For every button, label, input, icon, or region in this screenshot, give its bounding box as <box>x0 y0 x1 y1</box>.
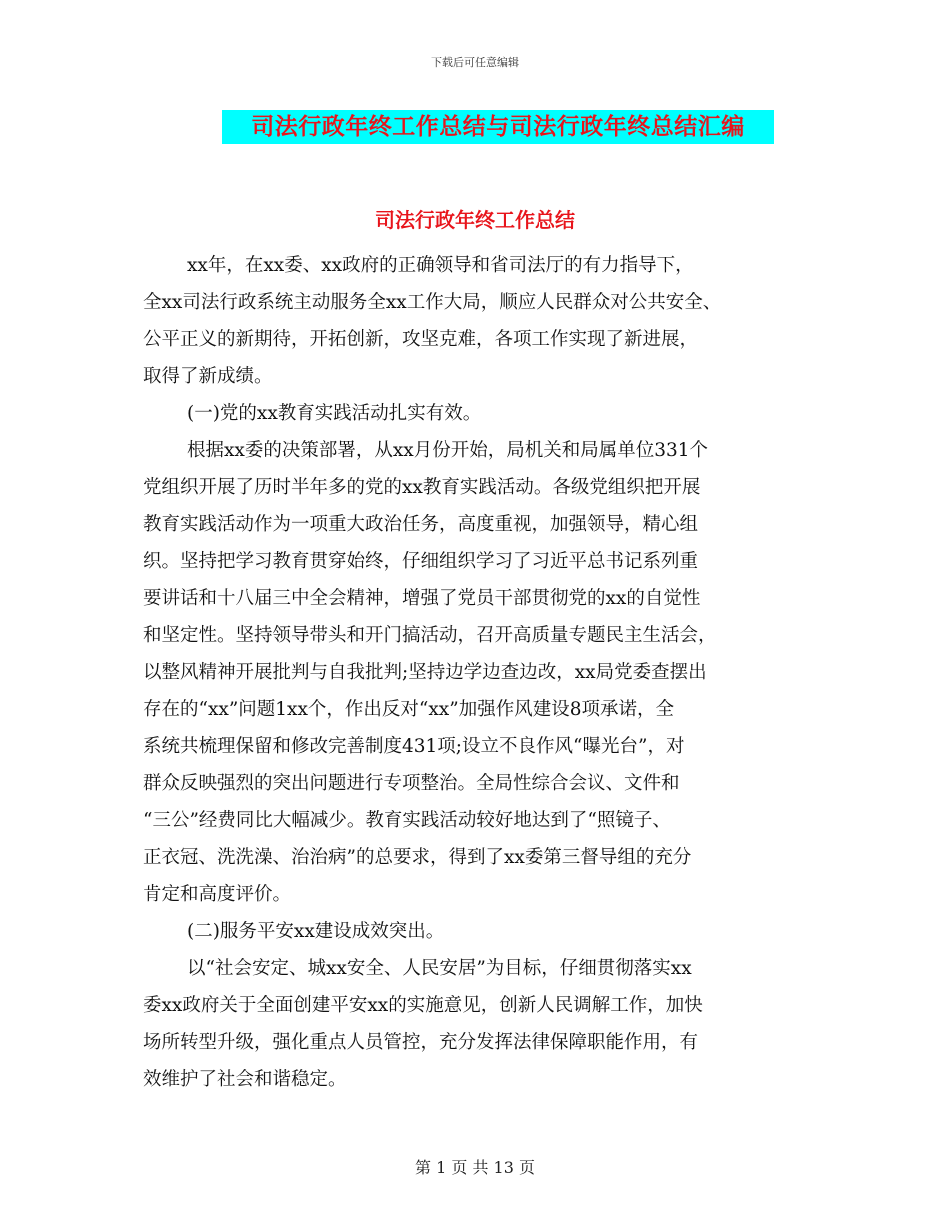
paragraph-line: 要讲话和十八届三中全会精神，增强了党员干部贯彻党的xx的自觉性 <box>143 588 701 609</box>
body-text <box>143 247 813 1098</box>
paragraph-line: xx年，在xx委、xx政府的正确领导和省司法厅的有力指导下， <box>187 255 694 276</box>
paragraph-line: 效维护了社会和谐稳定。 <box>143 1069 347 1090</box>
paragraph-line: 场所转型升级，强化重点人员管控，充分发挥法律保障职能作用，有 <box>143 1032 699 1053</box>
paragraph-line: 公平正义的新期待，开拓创新，攻坚克难，各项工作实现了新进展， <box>143 329 699 350</box>
paragraph-line: 织。坚持把学习教育贯穿始终，仔细组织学习了习近平总书记系列重 <box>143 551 699 572</box>
page-number-footer: 第 1 页 共 13 页 <box>415 1158 535 1177</box>
section-heading-line: (二)服务平安xx建设成效突出。 <box>187 921 445 942</box>
paragraph-line: “三公”经费同比大幅减少。教育实践活动较好地达到了“照镜子、 <box>143 810 671 831</box>
paragraph-line: 以“社会安定、城xx安全、人民安居”为目标，仔细贯彻落实xx <box>187 958 692 979</box>
paragraph-line: 肯定和高度评价。 <box>143 884 292 905</box>
paragraph-line: 委xx政府关于全面创建平安xx的实施意见，创新人民调解工作，加快 <box>143 995 703 1016</box>
paragraph-line: 党组织开展了历时半年多的党的xx教育实践活动。各级党组织把开展 <box>143 477 701 498</box>
paragraph-line: 正衣冠、洗洗澡、治治病”的总要求，得到了xx委第三督导组的充分 <box>143 847 692 868</box>
paragraph-line: 存在的“xx”问题1xx个，作出反对“xx”加强作风建设8项承诺，全 <box>143 699 674 720</box>
paragraph-line: 系统共梳理保留和修改完善制度431项;设立不良作风“曝光台”，对 <box>143 736 685 757</box>
paragraph-line: 教育实践活动作为一项重大政治任务，高度重视，加强领导，精心组 <box>143 514 699 535</box>
document-main-title: 司法行政年终工作总结与司法行政年终总结汇编 <box>222 110 774 144</box>
paragraph-line: 根据xx委的决策部署，从xx月份开始，局机关和局属单位331个 <box>187 440 709 461</box>
paragraph-line: 和坚定性。坚持领导带头和开门搞活动，召开高质量专题民主生活会， <box>143 625 717 646</box>
paragraph-line: 全xx司法行政系统主动服务全xx工作大局，顺应人民群众对公共安全、 <box>143 292 722 313</box>
paragraph-line: 取得了新成绩。 <box>143 366 273 387</box>
paragraph-line: 以整风精神开展批判与自我批判;坚持边学边查边改，xx局党委查摆出 <box>143 662 707 683</box>
section-title: 司法行政年终工作总结 <box>375 208 575 232</box>
header-note: 下载后可任意编辑 <box>431 56 519 69</box>
section-heading-line: (一)党的xx教育实践活动扎实有效。 <box>187 403 482 424</box>
paragraph-line: 群众反映强烈的突出问题进行专项整治。全局性综合会议、文件和 <box>143 773 680 794</box>
